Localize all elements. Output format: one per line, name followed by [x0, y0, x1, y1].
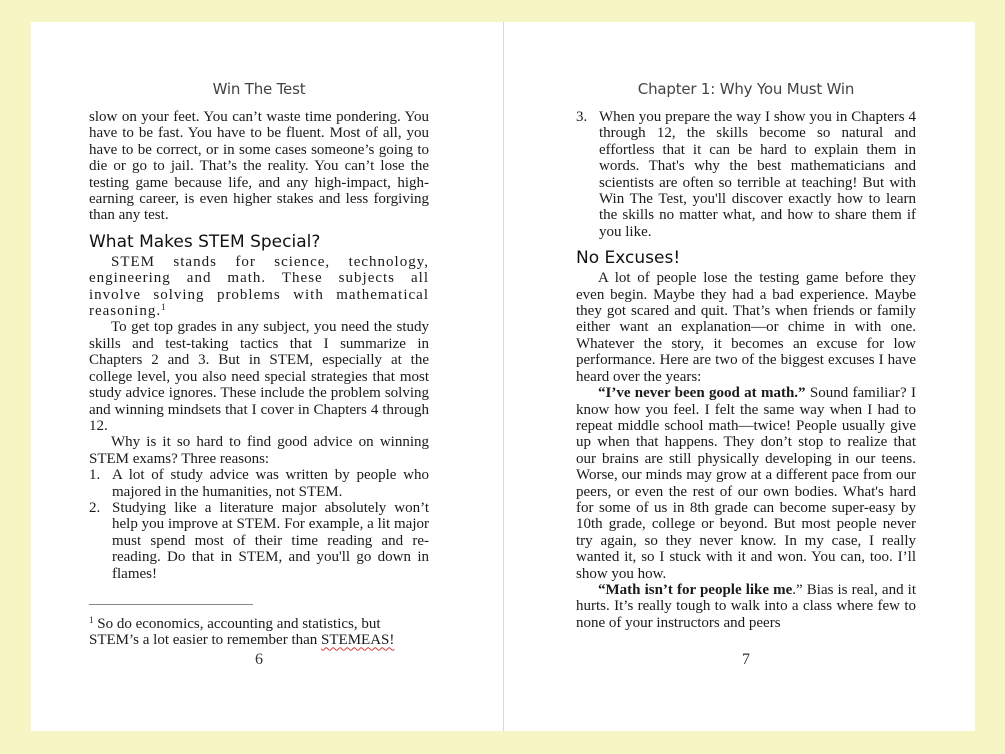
list-item — [89, 467, 429, 500]
right-page-number: 7 — [742, 651, 750, 668]
stem-paragraph-1 — [89, 254, 429, 320]
list-item-text: When you prepare the way I show you in Chapters 4 through 12, the skills become so natural and effortless that it can be hard to explain them in words. That's why the best mathematicians and scientists are often so terrible at teaching! But with Win The Test, you'll discover exactly how to learn the skills no matter what, and how to share them if you like. — [599, 109, 916, 240]
left-page-body — [89, 109, 429, 582]
footnote-marker: 1 — [89, 615, 94, 625]
left-running-header: Win The Test — [212, 80, 306, 98]
footnote — [89, 616, 429, 649]
footnote-reference: 1 — [161, 302, 167, 313]
right-page — [576, 22, 916, 731]
footnote-divider — [89, 604, 253, 605]
excuses-paragraph-2 — [576, 385, 916, 582]
list-item — [576, 109, 916, 240]
left-page — [89, 22, 429, 731]
list-item-text: A lot of study advice was written by people who majored in the humanities, not STEM. — [112, 467, 429, 500]
right-running-header: Chapter 1: Why You Must Win — [637, 80, 855, 98]
excuses-paragraph-2-text: Sound familiar? I know how you feel. I felt the same way when I had to repeat middle school math—twice! People usually give up when that happens. They don’t stop to realize that our brains are still physically developing in our teens. Worse, our minds may grow at a different pace from our peers, or even the rest of our own bodies. What's hard for some of us in 8th grade can become super-easy by 10th grade, college or beyond. But most people never try again, so they never know. In my case, I really wanted it, so I stuck with it and won. You can, too. I’ll show you how. — [576, 385, 916, 582]
section-heading-no-excuses: No Excuses! — [576, 248, 681, 269]
misspelled-word[interactable]: STEMEAS! — [321, 632, 395, 649]
right-page-body — [576, 109, 916, 631]
excuse-quote-2: “Math isn’t for people like me — [598, 581, 793, 598]
list-item-number: 2. — [89, 499, 101, 516]
stem-paragraph-3: Why is it so hard to find good advice on winning STEM exams? Three reasons: — [89, 434, 429, 467]
left-page-number: 6 — [255, 651, 263, 668]
list-item-number: 3. — [576, 109, 588, 125]
excuses-paragraph-1: A lot of people lose the testing game before they even begin. Maybe they had a bad experience. Maybe they got scared and quit. That’s when friends or family either want an explanation—or chime in with one. Whatever the story, it becomes an excuse for low performance. Here are two of the biggest excuses I have heard over the years: — [576, 270, 916, 385]
book-spread — [31, 22, 975, 731]
list-item-number: 1. — [89, 467, 101, 484]
excuse-quote-1: “I’ve never been good at math.” — [598, 385, 806, 402]
page-gutter-divider — [503, 22, 504, 731]
footnote-text: So do economics, accounting and statistics, but STEM’s a lot easier to remember than — [89, 616, 381, 649]
excuses-paragraph-3 — [576, 582, 916, 631]
list-item — [89, 500, 429, 582]
intro-paragraph: slow on your feet. You can’t waste time pondering. You have to be fast. You have to be fluent. Most of all, you have to be correct, or in some cases someone’s going to die or go to jail. That’s the reality. You can’t lose the testing game because life, and any high-impact, high-earning career, is even higher stakes and less forgiving than any test. — [89, 109, 429, 224]
reasons-list — [89, 467, 429, 582]
list-item-text: Studying like a literature major absolutely won’t help you improve at STEM. For example, a lit major must spend most of their time reading and re-reading. Do that in STEM, and you'll go down in flames! — [112, 499, 429, 582]
stem-paragraph-2: To get top grades in any subject, you need the study skills and test-taking tactics that I summarize in Chapters 2 and 3. But in STEM, especially at the college level, you also need special strategies that most study advice ignores. These include the problem solving and winning mindsets that I cover in Chapters 4 through 12. — [89, 319, 429, 434]
section-heading-stem: What Makes STEM Special? — [89, 231, 321, 252]
stem-paragraph-1-text: STEM stands for science, technology, engineering and math. These subjects all involve solving problems with mathematical reasoning. — [89, 253, 429, 320]
reasons-list-continued — [576, 109, 916, 240]
excuses-paragraph-3-text: .” Bias is real, and it hurts. It’s really tough to walk into a class where few to none of your instructors and peers — [576, 581, 916, 631]
